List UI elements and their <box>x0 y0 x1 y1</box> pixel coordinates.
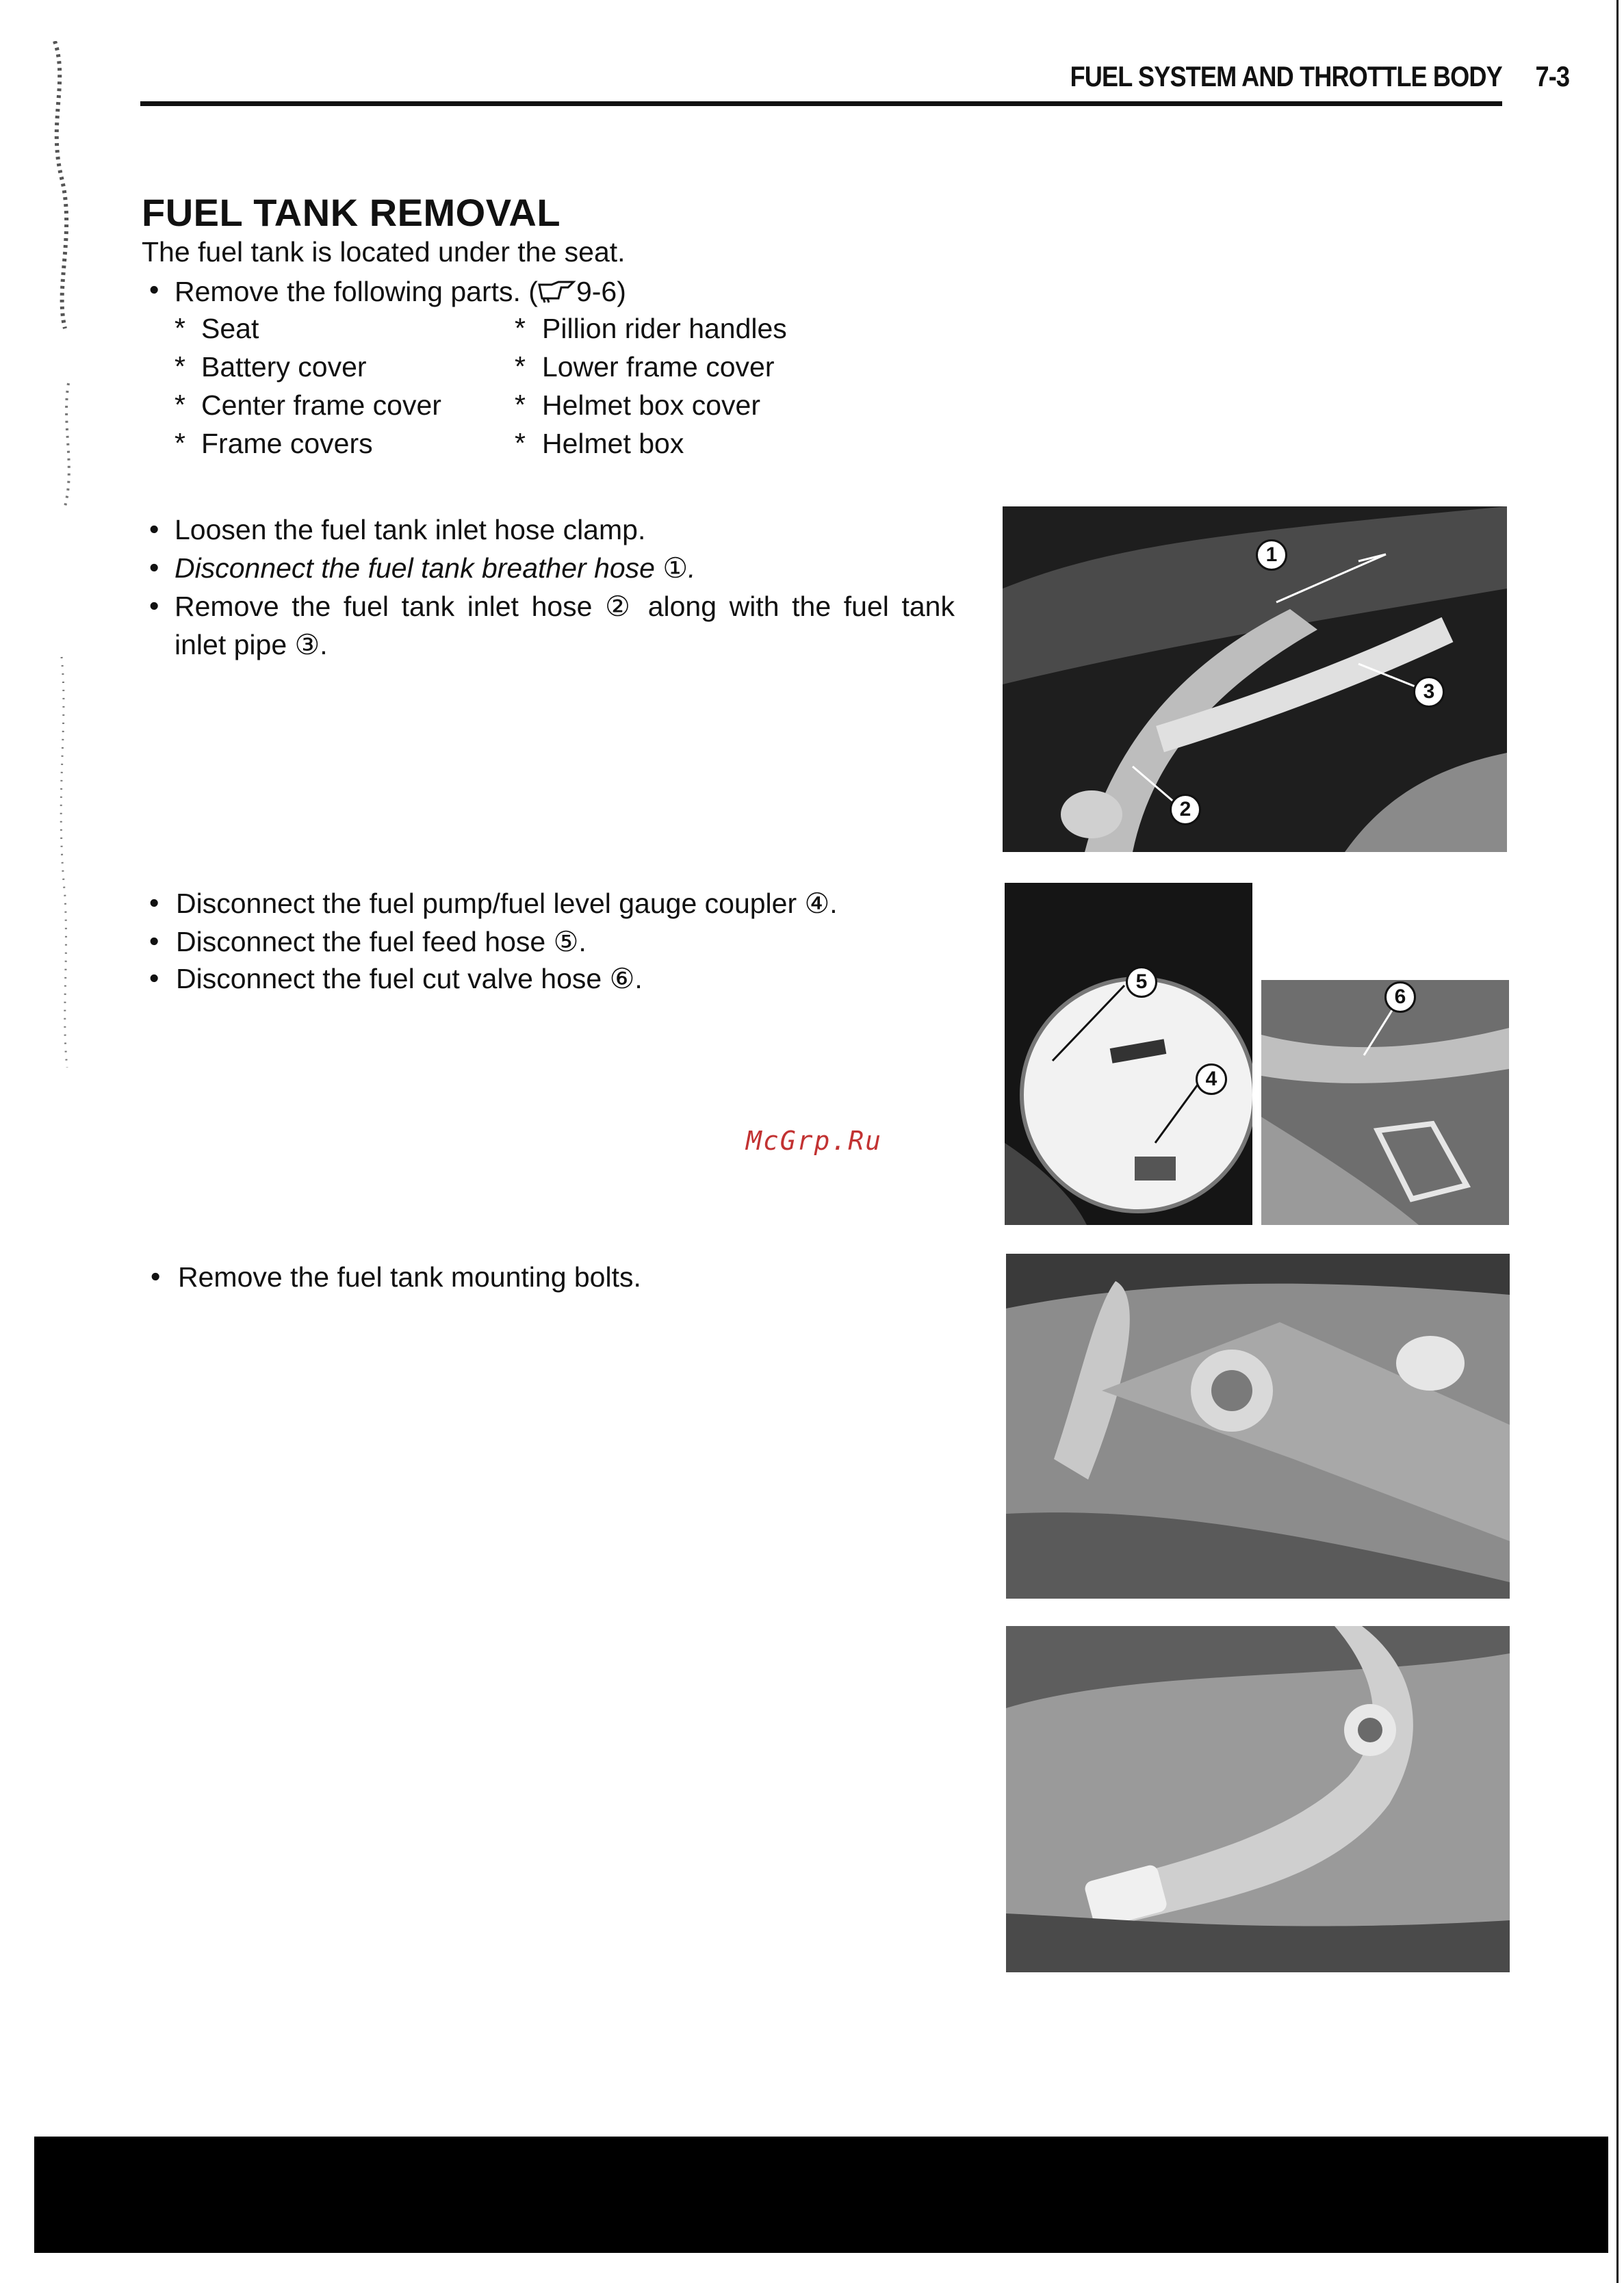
list-item: Frame covers <box>201 428 373 459</box>
photo-fuel-pump <box>1005 883 1252 1225</box>
list-item: Remove the fuel tank inlet hose ② along with the fuel tank <box>175 591 955 622</box>
bullet-dot: • <box>151 1261 161 1292</box>
star-marker: * <box>175 312 185 344</box>
photo-fuel-cut-valve-drawing <box>1261 980 1509 1225</box>
list-item: Helmet box cover <box>542 389 761 421</box>
footer-bar <box>34 2137 1608 2253</box>
star-marker: * <box>175 427 185 459</box>
callout-1: 1 <box>1256 539 1287 571</box>
page-number: 7-3 <box>1535 60 1570 92</box>
list-item-continuation: inlet pipe ③. <box>175 629 328 660</box>
star-marker: * <box>175 350 185 382</box>
running-header <box>1070 60 1570 93</box>
callout-2: 2 <box>1170 794 1201 825</box>
header-rule <box>140 101 1502 106</box>
list-item: Helmet box <box>542 428 684 459</box>
reference-hand-icon <box>538 281 576 304</box>
list-item: Loosen the fuel tank inlet hose clamp. <box>175 514 646 545</box>
photo-fuel-cut-valve <box>1261 980 1509 1225</box>
list-item: Disconnect the fuel feed hose ⑤. <box>176 926 587 957</box>
watermark: McGrp.Ru <box>746 1126 883 1156</box>
bullet-dot: • <box>149 274 159 305</box>
star-marker: * <box>175 389 185 420</box>
star-marker: * <box>515 350 526 382</box>
list-item: Center frame cover <box>201 389 441 421</box>
list-item: Lower frame cover <box>542 351 775 383</box>
callout-4: 4 <box>1196 1063 1227 1095</box>
photo-mounting-bolt-front-drawing <box>1006 1254 1510 1599</box>
scan-edge-noise <box>41 41 96 1068</box>
star-marker: * <box>515 312 526 344</box>
page-edge <box>1616 0 1619 2283</box>
photo-mounting-bolt-rear-drawing <box>1006 1626 1510 1972</box>
bullet-dot: • <box>149 887 159 918</box>
callout-3: 3 <box>1413 676 1445 708</box>
photo-mounting-bolt-rear <box>1006 1626 1510 1972</box>
remove-parts-text: Remove the following parts. ( <box>175 276 538 307</box>
list-item: Disconnect the fuel cut valve hose ⑥. <box>176 963 643 994</box>
list-item: Seat <box>201 313 259 344</box>
list-item: Disconnect the fuel tank breather hose ①. <box>175 552 696 584</box>
bullet-dot: • <box>149 925 159 957</box>
bullet-dot: • <box>149 552 159 583</box>
list-item: Pillion rider handles <box>542 313 787 344</box>
bullet-dot: • <box>149 513 159 545</box>
callout-5: 5 <box>1126 966 1157 998</box>
section-title: FUEL TANK REMOVAL <box>142 191 561 234</box>
bullet-dot: • <box>149 590 159 621</box>
header-section: FUEL SYSTEM AND THROTTLE BODY <box>1070 60 1502 92</box>
bullet-dot: • <box>149 962 159 994</box>
remove-parts-ref: 9-6) <box>576 276 626 307</box>
callout-6: 6 <box>1384 981 1416 1013</box>
photo-mounting-bolt-front <box>1006 1254 1510 1599</box>
star-marker: * <box>515 389 526 420</box>
star-marker: * <box>515 427 526 459</box>
remove-parts-line <box>175 272 626 311</box>
list-item: Battery cover <box>201 351 367 383</box>
photo-inlet-hose <box>1003 506 1507 852</box>
list-item: Remove the fuel tank mounting bolts. <box>178 1261 641 1293</box>
list-item: Disconnect the fuel pump/fuel level gauge coupler ④. <box>176 888 838 919</box>
photo-fuel-pump-drawing <box>1005 883 1252 1225</box>
intro-text: The fuel tank is located under the seat. <box>142 236 626 268</box>
